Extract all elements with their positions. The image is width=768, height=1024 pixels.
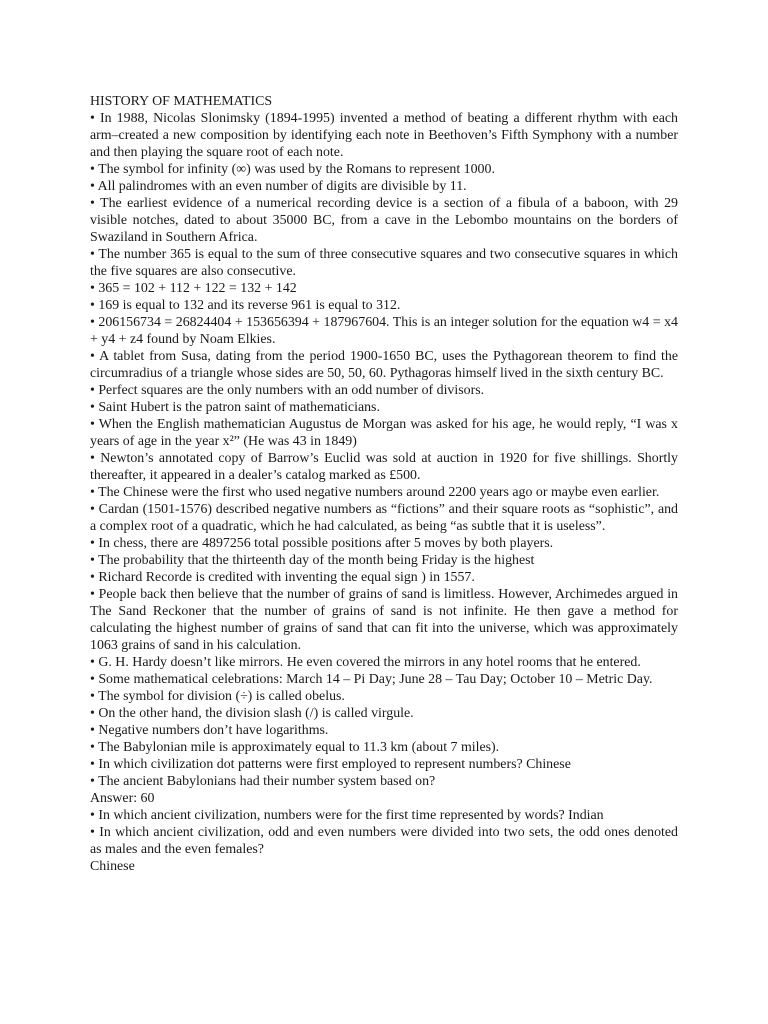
fact-item: • The Chinese were the first who used negative numbers around 2200 years ago or maybe even earlier. [90, 485, 660, 500]
fact-item: • In which civilization dot patterns were first employed to represent numbers? Chinese [90, 757, 571, 772]
fact-item: • Newton’s annotated copy of Barrow’s Euclid was sold at auction in 1920 for five shillings. Shortly thereafter, it appeared in a dealer’s catalog marked as £500. [90, 451, 678, 483]
answer-line: Chinese [90, 859, 135, 874]
fact-item: • Perfect squares are the only numbers with an odd number of divisors. [90, 383, 485, 398]
fact-item: • Negative numbers don’t have logarithms. [90, 723, 329, 738]
fact-item: • The ancient Babylonians had their number system based on? [90, 774, 436, 789]
fact-item: • In which ancient civilization, numbers were for the first time represented by words? Indian [90, 808, 604, 823]
document-title: HISTORY OF MATHEMATICS [90, 94, 273, 109]
fact-item: • The earliest evidence of a numerical recording device is a section of a fibula of a baboon, with 29 visible notches, dated to about 35000 BC, from a cave in the Lebombo mountains on the borders of Swaziland in Southern Africa. [90, 196, 678, 245]
fact-item: • The symbol for infinity (∞) was used by the Romans to represent 1000. [90, 162, 495, 177]
answer-line: Answer: 60 [90, 791, 155, 806]
fact-item: • The number 365 is equal to the sum of three consecutive squares and two consecutive squares in which the five squares are also consecutive. [90, 247, 678, 279]
fact-item: • People back then believe that the number of grains of sand is limitless. However, Archimedes argued in The Sand Reckoner that the number of grains of sand is not infinite. He then gave a method for calculating the highest number of grains of sand that can fit into the universe, which was approximately 1063 grains of sand in his calculation. [90, 587, 678, 653]
fact-item: • The symbol for division (÷) is called obelus. [90, 689, 345, 704]
fact-item: • A tablet from Susa, dating from the period 1900-1650 BC, uses the Pythagorean theorem to find the circumradius of a triangle whose sides are 50, 50, 60. Pythagoras himself lived in the sixth century BC. [90, 349, 678, 381]
fact-item: • Cardan (1501-1576) described negative numbers as “fictions” and their square roots as “sophistic”, and a complex root of a quadratic, which he had calculated, as being “as subtle that it is useless”. [90, 502, 678, 534]
fact-item: • In which ancient civilization, odd and even numbers were divided into two sets, the odd ones denoted as males and the even females? [90, 825, 678, 857]
fact-item: • When the English mathematician Augustus de Morgan was asked for his age, he would reply, “I was x years of age in the year x²” (He was 43 in 1849) [90, 417, 678, 449]
fact-item: • 365 = 102 + 112 + 122 = 132 + 142 [90, 281, 297, 296]
fact-item: • The probability that the thirteenth day of the month being Friday is the highest [90, 553, 535, 568]
fact-item: • In chess, there are 4897256 total possible positions after 5 moves by both players. [90, 536, 554, 551]
fact-item: • Richard Recorde is credited with inventing the equal sign ) in 1557. [90, 570, 475, 585]
fact-item: • The Babylonian mile is approximately equal to 11.3 km (about 7 miles). [90, 740, 500, 755]
fact-item: • In 1988, Nicolas Slonimsky (1894-1995) invented a method of beating a different rhythm with each arm–created a new composition by identifying each note in Beethoven’s Fifth Symphony with a number and then playing the square root of each note. [90, 111, 678, 160]
fact-item: • All palindromes with an even number of digits are divisible by 11. [90, 179, 467, 194]
fact-item: • Some mathematical celebrations: March 14 – Pi Day; June 28 – Tau Day; October 10 – Metric Day. [90, 672, 653, 687]
fact-item: • 169 is equal to 132 and its reverse 961 is equal to 312. [90, 298, 401, 313]
document-body [90, 93, 678, 875]
fact-item: • 206156734 = 26824404 + 153656394 + 187967604. This is an integer solution for the equation w4 = x4 + y4 + z4 found by Noam Elkies. [90, 315, 678, 347]
fact-item: • Saint Hubert is the patron saint of mathematicians. [90, 400, 380, 415]
fact-item: • On the other hand, the division slash (/) is called virgule. [90, 706, 414, 721]
fact-item: • G. H. Hardy doesn’t like mirrors. He even covered the mirrors in any hotel rooms that he entered. [90, 655, 641, 670]
